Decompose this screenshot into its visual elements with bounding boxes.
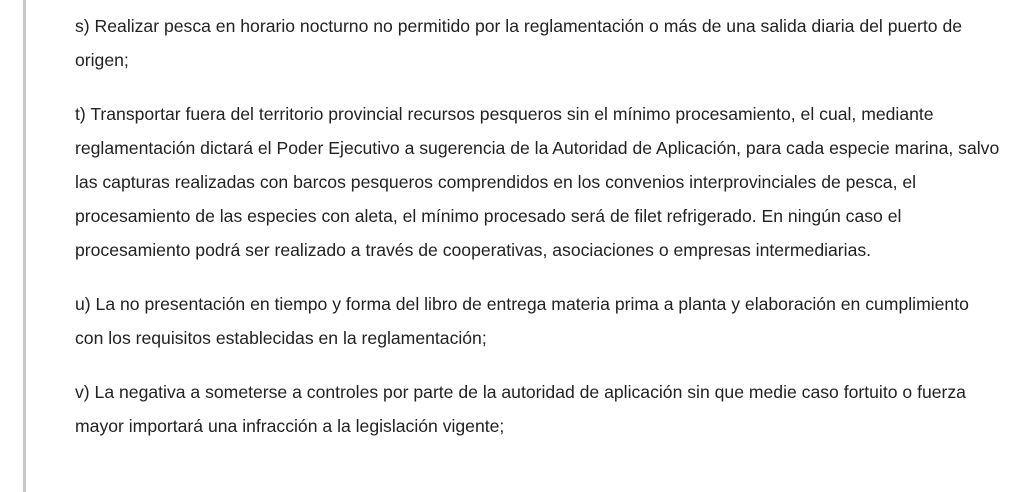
paragraph-s: s) Realizar pesca en horario nocturno no permitido por la reglamentación o más de una salida diaria del puerto de origen;: [75, 16, 963, 70]
document-body: [75, 9, 1000, 463]
paragraph-t: t) Transportar fuera del territorio provincial recursos pesqueros sin el mínimo procesamiento, el cual, mediante reglamentación dictará el Poder Ejecutivo a sugerencia de la Autoridad de Aplicación, para cada especie marina, salvo las capturas realizadas con barcos pesqueros comprendidos en los convenios interprovinciales de pesca, el procesamiento de las especies con aleta, el mínimo procesado será de filet refrigerado. En ningún caso el procesamiento podrá ser realizado a través de cooperativas, asociaciones o empresas intermediarias.: [75, 104, 1000, 260]
paragraph-u: u) La no presentación en tiempo y forma del libro de entrega materia prima a planta y elaboración en cumplimiento con los requisitos establecidas en la reglamentación;: [75, 294, 969, 348]
paragraph-v: v) La negativa a someterse a controles por parte de la autoridad de aplicación sin que medie caso fortuito o fuerza mayor importará una infracción a la legislación vigente;: [75, 382, 966, 436]
left-border-rule: [23, 0, 26, 492]
